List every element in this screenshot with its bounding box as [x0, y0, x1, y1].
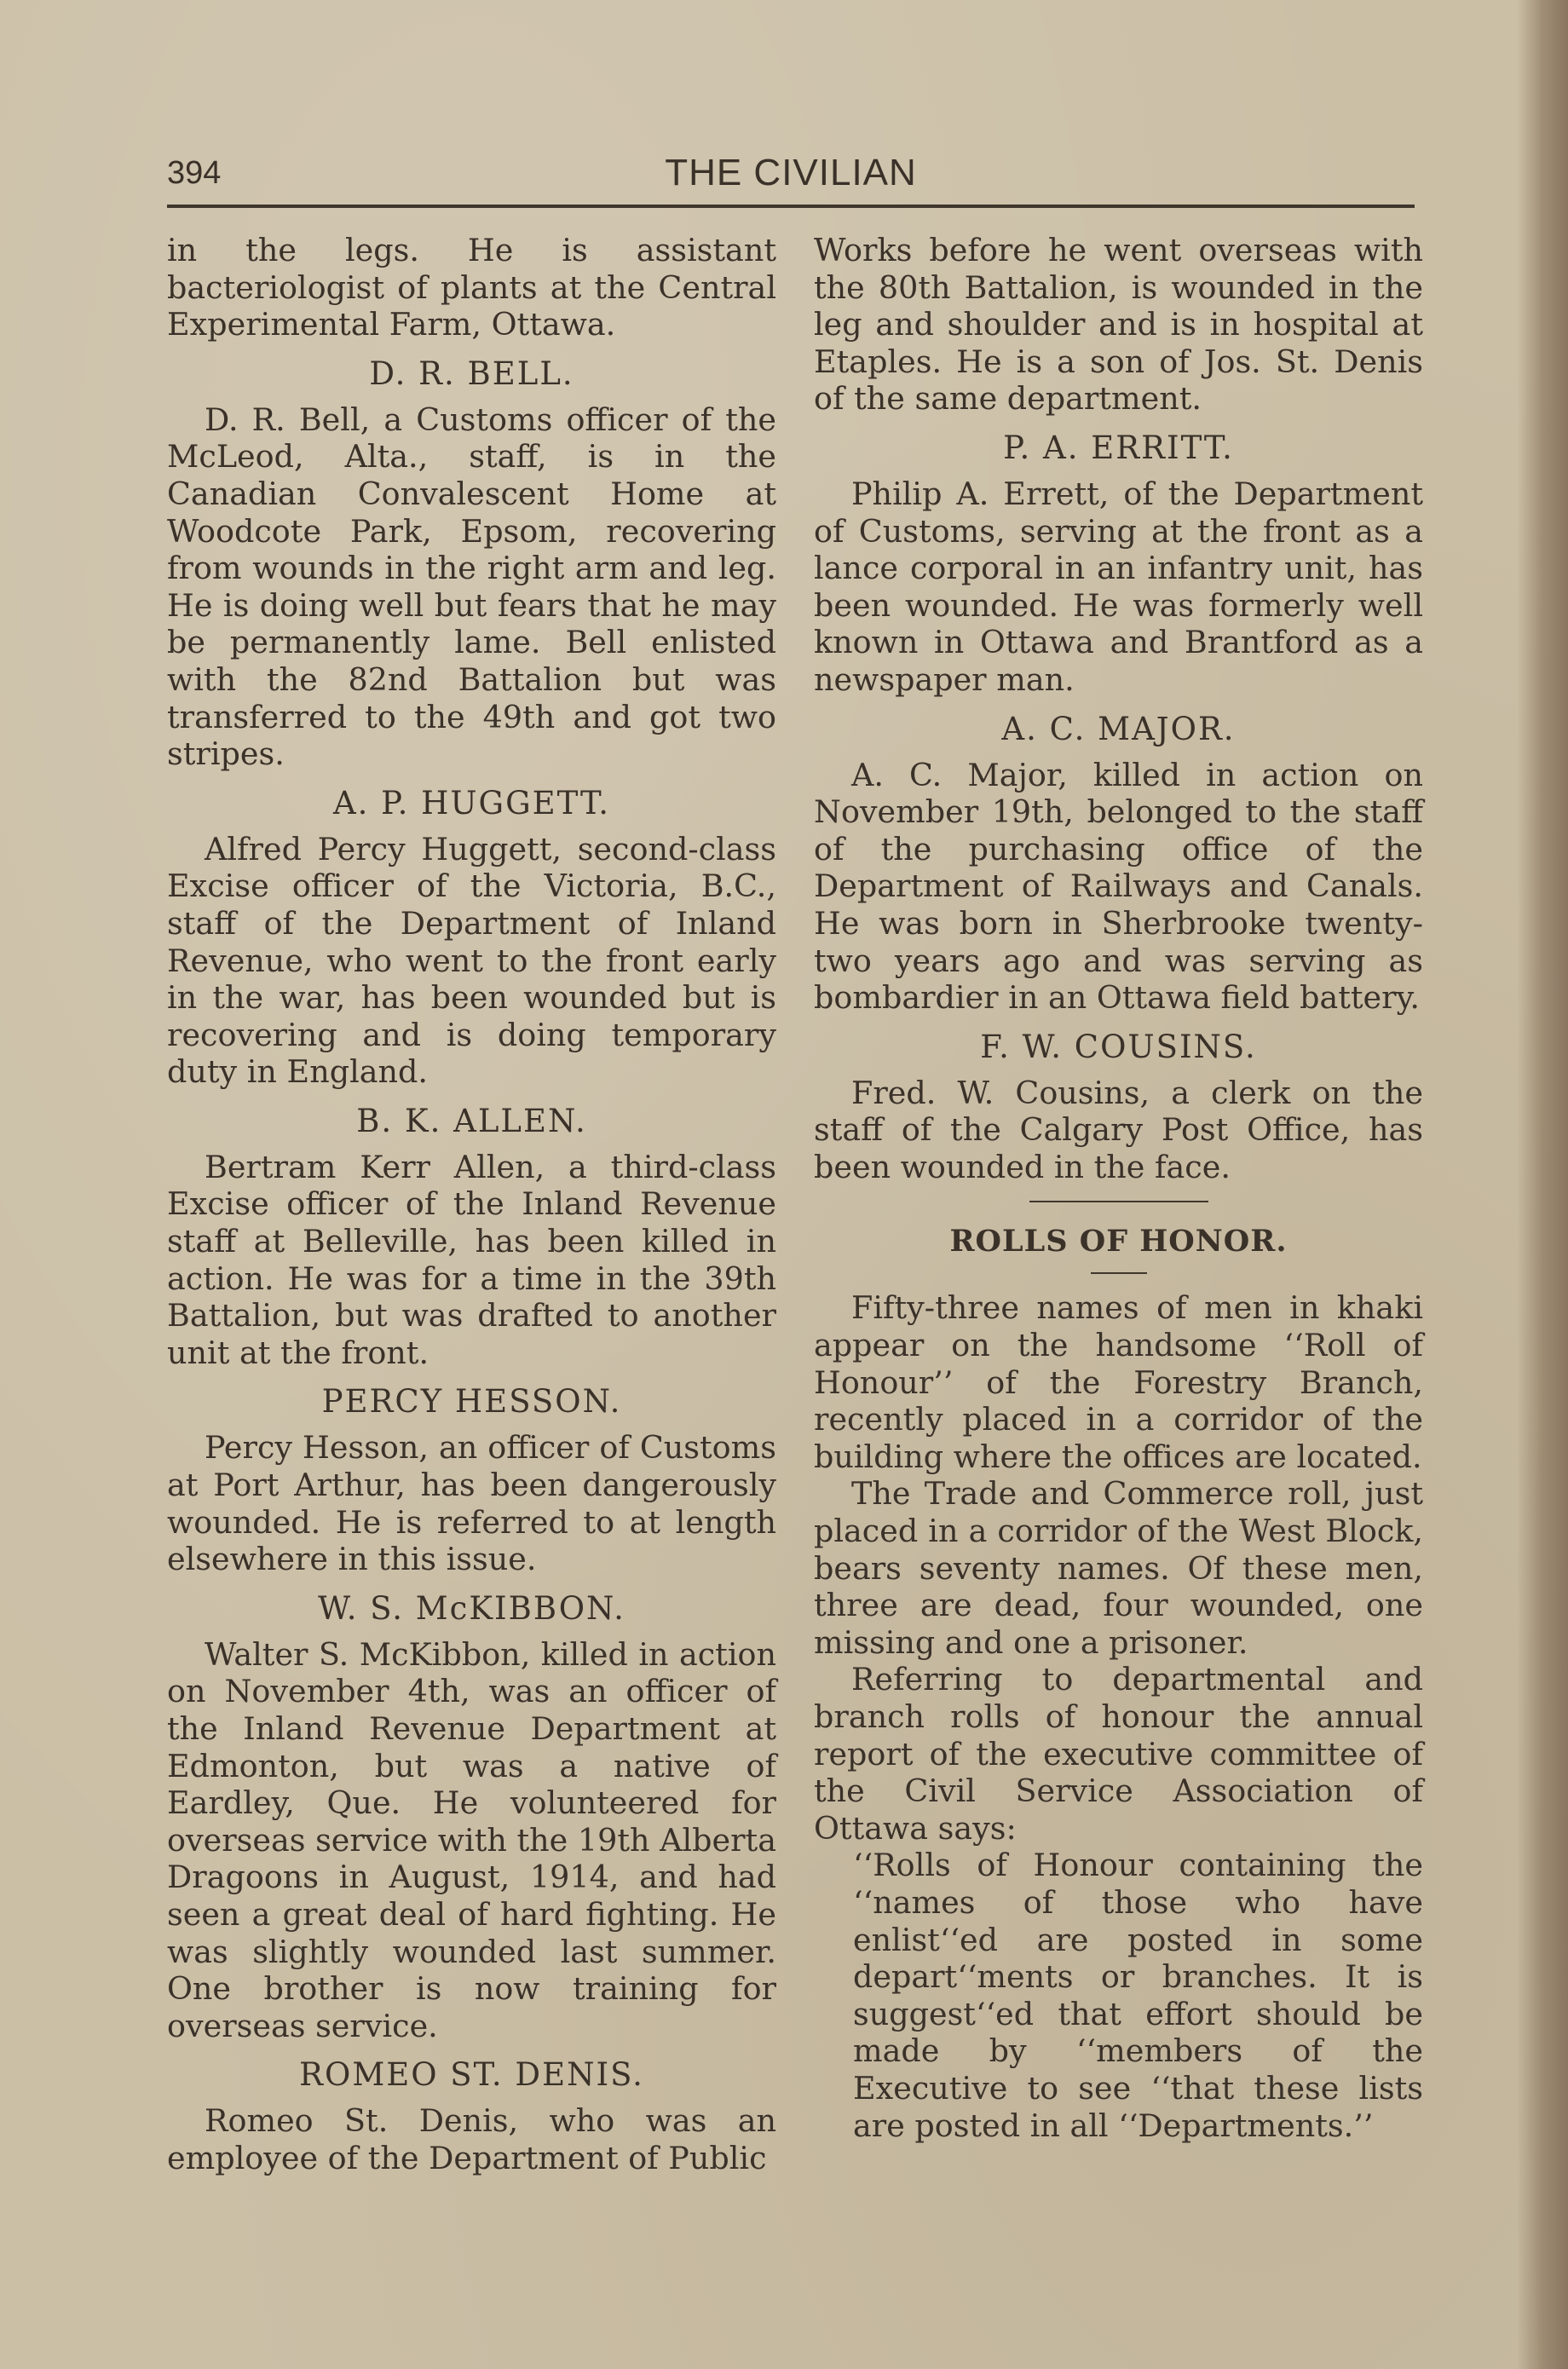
left-column	[167, 232, 776, 2177]
header-rule	[167, 205, 1415, 208]
article-bell: D. R. Bell, a Customs officer of the McLeod, Alta., staff, is in the Canadian Convalescent Home at Woodcote Park, Epsom, recovering from wounds in the right arm and leg. He is doing well but fears that he may be permanently lame. Bell enlisted with the 82nd Battalion but was transferred to the 49th and got two stripes.	[167, 401, 776, 773]
article-huggett: Alfred Percy Huggett, second-class Excise officer of the Victoria, B.C., staff of the Department of Inland Revenue, who went to the front early in the war, has been wounded but is recovering and is doing temporary duty in England.	[167, 830, 776, 1091]
heading-cousins: F. W. COUSINS.	[980, 1028, 1257, 1065]
article-mckibbon: Walter S. McKibbon, killed in action on November 4th, was an officer of the Inland Revenue Department at Edmonton, but was a native of Eardley, Que. He volunteered for overseas service with the 19th Alberta Dragoons in August, 1914, and had seen a great deal of hard fighting. He was slightly wounded last summer. One brother is now training for overseas service.	[167, 1635, 776, 2044]
binding-edge	[1517, 0, 1568, 2369]
heading-stdenis: ROMEO ST. DENIS.	[299, 2056, 644, 2094]
page-number: 394	[167, 155, 222, 191]
article-hesson: Percy Hesson, an officer of Customs at Port Arthur, has been dangerously wounded. He is referred to at length elsewhere in this issue.	[167, 1429, 776, 1578]
right-column	[814, 232, 1423, 2144]
heading-hesson: PERCY HESSON.	[321, 1383, 622, 1421]
heading-allen: B. K. ALLEN.	[356, 1102, 587, 1139]
rolls-paragraph-3: Referring to departmental and branch rolls of honour the annual report of the executive committee of the Civil Service Association of Ottawa says:	[814, 1661, 1423, 1847]
rolls-paragraph-1: Fifty-three names of men in khaki appear on the handsome ‘‘Roll of Honour’’ of the Forestry Branch, recently placed in a corridor of the building where the offices are located.	[814, 1289, 1423, 1475]
heading-underline	[1091, 1272, 1147, 1274]
article-erritt: Philip A. Errett, of the Department of Customs, serving at the front as a lance corporal in an infantry unit, has been wounded. He was formerly well known in Ottawa and Brantford as a newspaper man.	[814, 475, 1423, 698]
article-stdenis: Romeo St. Denis, who was an employee of the Department of Public	[167, 2102, 776, 2176]
heading-erritt: P. A. ERRITT.	[1003, 429, 1234, 466]
rolls-paragraph-2: The Trade and Commerce roll, just placed in a corridor of the West Block, bears seventy names. Of these men, three are dead, four wounded, one missing and one a prisoner.	[814, 1475, 1423, 1661]
heading-mckibbon: W. S. McKIBBON.	[318, 1589, 625, 1627]
journal-title: THE CIVILIAN	[665, 152, 917, 193]
heading-huggett: A. P. HUGGETT.	[332, 784, 611, 821]
article-allen: Bertram Kerr Allen, a third-class Excise officer of the Inland Revenue staff at Belleville, has been killed in action. He was for a time in the 39th Battalion, but was drafted to another unit at the front.	[167, 1148, 776, 1371]
heading-bell: D. R. BELL.	[369, 354, 574, 392]
article-continuation: in the legs. He is assistant bacteriologist of plants at the Central Experimental Farm, Ottawa.	[167, 232, 776, 343]
section-divider	[1029, 1201, 1208, 1202]
heading-major: A. C. MAJOR.	[1001, 710, 1236, 747]
heading-rolls-of-honor: ROLLS OF HONOR.	[949, 1224, 1288, 1259]
page-header	[167, 145, 1415, 205]
article-major: A. C. Major, killed in action on November 19th, belonged to the staff of the purchasing office of the Department of Railways and Canals. He was born in Sherbrooke twenty-two years ago and was serving as bombardier in an Ottawa field battery.	[814, 756, 1423, 1017]
article-stdenis-continued: Works before he went overseas with the 80th Battalion, is wounded in the leg and shoulder and is in hospital at Etaples. He is a son of Jos. St. Denis of the same department.	[814, 232, 1423, 418]
article-cousins: Fred. W. Cousins, a clerk on the staff of the Calgary Post Office, has been wounded in the face.	[814, 1074, 1423, 1185]
rolls-quote: ‘‘Rolls of Honour containing the ‘‘names of those who have enlist‘‘ed are posted in some depart‘‘ments or branches. It is suggest‘‘ed that effort should be made by ‘‘members of the Executive to see ‘‘that these lists are posted in all ‘‘Departments.’’	[853, 1847, 1423, 2144]
